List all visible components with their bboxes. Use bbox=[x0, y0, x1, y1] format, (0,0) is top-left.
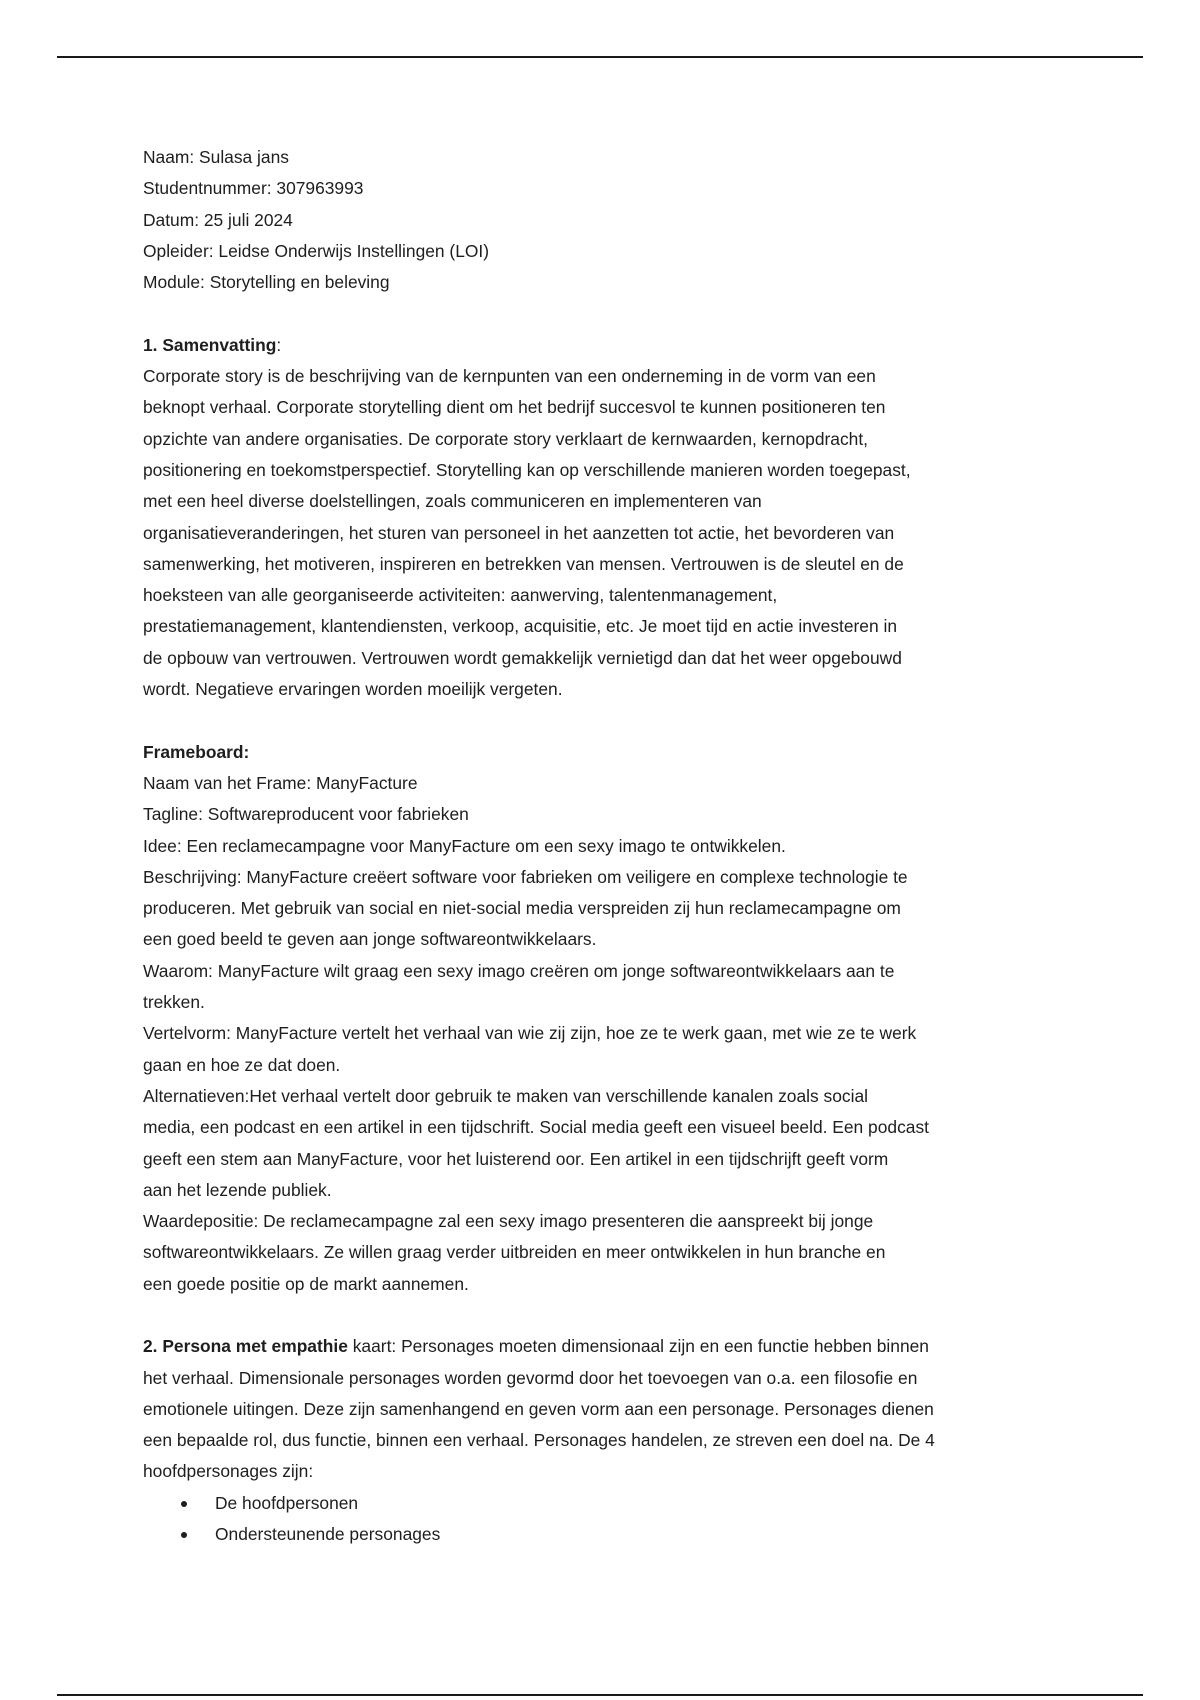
text-line: Waardepositie: De reclamecampagne zal een sexy imago presenteren die aanspreekt bij jonge bbox=[143, 1211, 874, 1232]
text-line: beknopt verhaal. Corporate storytelling dient om het bedrijf succesvol te kunnen positioneren ten bbox=[143, 397, 886, 418]
document-body bbox=[143, 142, 1063, 1550]
text-line: een goed beeld te geven aan jonge softwareontwikkelaars. bbox=[143, 929, 597, 950]
text-line: aan het lezende publiek. bbox=[143, 1179, 332, 1200]
student-number: Studentnummer: 307963993 bbox=[143, 178, 364, 199]
text-line: media, een podcast en een artikel in een tijdschrift. Social media geeft een visueel beeld. Een podcast bbox=[143, 1117, 929, 1138]
section-samenvatting bbox=[143, 330, 1063, 706]
student-name: Naam: Sulasa jans bbox=[143, 147, 289, 167]
page-bottom-rule bbox=[57, 1694, 1143, 1696]
text-line: softwareontwikkelaars. Ze willen graag verder uitbreiden en meer ontwikkelen in hun branche en bbox=[143, 1242, 886, 1263]
text-line: samenwerking, het motiveren, inspireren en betrekken van mensen. Vertrouwen is de sleutel en de bbox=[143, 553, 904, 574]
section-persona bbox=[143, 1331, 1063, 1550]
section-heading bbox=[143, 330, 1063, 361]
page-top-rule bbox=[57, 56, 1143, 58]
list-item bbox=[143, 1519, 1063, 1550]
text-line: positionering en toekomstperspectief. Storytelling kan op verschillende manieren worden toegepast, bbox=[143, 459, 911, 480]
text-line: de opbouw van vertrouwen. Vertrouwen wordt gemakkelijk vernietigd dan dat het weer opgebouwd bbox=[143, 647, 902, 668]
text-line: met een heel diverse doelstellingen, zoals communiceren en implementeren van bbox=[143, 491, 762, 512]
institution: Opleider: Leidse Onderwijs Instellingen (LOI) bbox=[143, 240, 490, 261]
bullet-icon bbox=[181, 1501, 187, 1507]
text-line: opzichte van andere organisaties. De corporate story verklaart de kernwaarden, kernopdracht, bbox=[143, 428, 869, 449]
section-heading: Frameboard: bbox=[143, 741, 250, 762]
text-line: Tagline: Softwareproducent voor fabrieken bbox=[143, 804, 469, 825]
text-line: prestatiemanagement, klantendiensten, verkoop, acquisitie, etc. Je moet tijd en actie investeren in bbox=[143, 616, 898, 637]
text-line: Corporate story is de beschrijving van de kernpunten van een onderneming in de vorm van een bbox=[143, 366, 876, 387]
text-line: wordt. Negatieve ervaringen worden moeilijk vergeten. bbox=[143, 679, 563, 700]
spacer bbox=[143, 298, 1063, 329]
text-line: het verhaal. Dimensionale personages worden gevormd door het toevoegen van o.a. een filosofie en bbox=[143, 1367, 918, 1388]
spacer bbox=[143, 1300, 1063, 1331]
text-line: geeft een stem aan ManyFacture, voor het luisterend oor. Een artikel in een tijdschrijft geeft vorm bbox=[143, 1148, 889, 1169]
date: Datum: 25 juli 2024 bbox=[143, 209, 293, 230]
text-line: hoofdpersonages zijn: bbox=[143, 1461, 314, 1482]
text-line: Idee: Een reclamecampagne voor ManyFacture om een sexy imago te ontwikkelen. bbox=[143, 835, 786, 856]
text-line: trekken. bbox=[143, 992, 205, 1013]
text-line bbox=[143, 1331, 1063, 1362]
heading-bold: 1. Samenvatting bbox=[143, 334, 277, 355]
heading-rest: kaart: Personages moeten dimensionaal zijn en een functie hebben binnen bbox=[347, 1336, 929, 1357]
bullet-list bbox=[143, 1488, 1063, 1551]
paragraph bbox=[143, 768, 1063, 1300]
list-item-text: Ondersteunende personages bbox=[215, 1524, 441, 1545]
text-line: Beschrijving: ManyFacture creëert software voor fabrieken om veiligere en complexe technologie te bbox=[143, 866, 908, 887]
section-frameboard bbox=[143, 737, 1063, 1300]
text-line: gaan en hoe ze dat doen. bbox=[143, 1054, 341, 1075]
text-line: organisatieveranderingen, het sturen van personeel in het aanzetten tot actie, het bevorderen van bbox=[143, 522, 895, 543]
spacer bbox=[143, 705, 1063, 736]
heading-bold: 2. Persona met empathie bbox=[143, 1336, 348, 1357]
text-line: Alternatieven:Het verhaal vertelt door gebruik te maken van verschillende kanalen zoals social bbox=[143, 1085, 869, 1106]
list-item bbox=[143, 1488, 1063, 1519]
module: Module: Storytelling en beleving bbox=[143, 272, 390, 293]
text-line: een bepaalde rol, dus functie, binnen een verhaal. Personages handelen, ze streven een doel na. De 4 bbox=[143, 1430, 935, 1451]
bullet-icon bbox=[181, 1532, 187, 1538]
paragraph bbox=[143, 361, 1063, 705]
text-line: Naam van het Frame: ManyFacture bbox=[143, 772, 418, 793]
text-line: emotionele uitingen. Deze zijn samenhangend en geven vorm aan een personage. Personages dienen bbox=[143, 1398, 934, 1419]
text-line: hoeksteen van alle georganiseerde activiteiten: aanwerving, talentenmanagement, bbox=[143, 585, 778, 606]
text-line: een goede positie op de markt aannemen. bbox=[143, 1273, 469, 1294]
student-info bbox=[143, 142, 1063, 298]
text-line: produceren. Met gebruik van social en niet-social media verspreiden zij hun reclamecampagne om bbox=[143, 898, 901, 919]
text-line: Vertelvorm: ManyFacture vertelt het verhaal van wie zij zijn, hoe ze te werk gaan, met wie ze te werk bbox=[143, 1023, 917, 1044]
list-item-text: De hoofdpersonen bbox=[215, 1492, 359, 1513]
text-line: Waarom: ManyFacture wilt graag een sexy imago creëren om jonge softwareontwikkelaars aan te bbox=[143, 960, 895, 981]
heading-rest: : bbox=[276, 334, 282, 355]
